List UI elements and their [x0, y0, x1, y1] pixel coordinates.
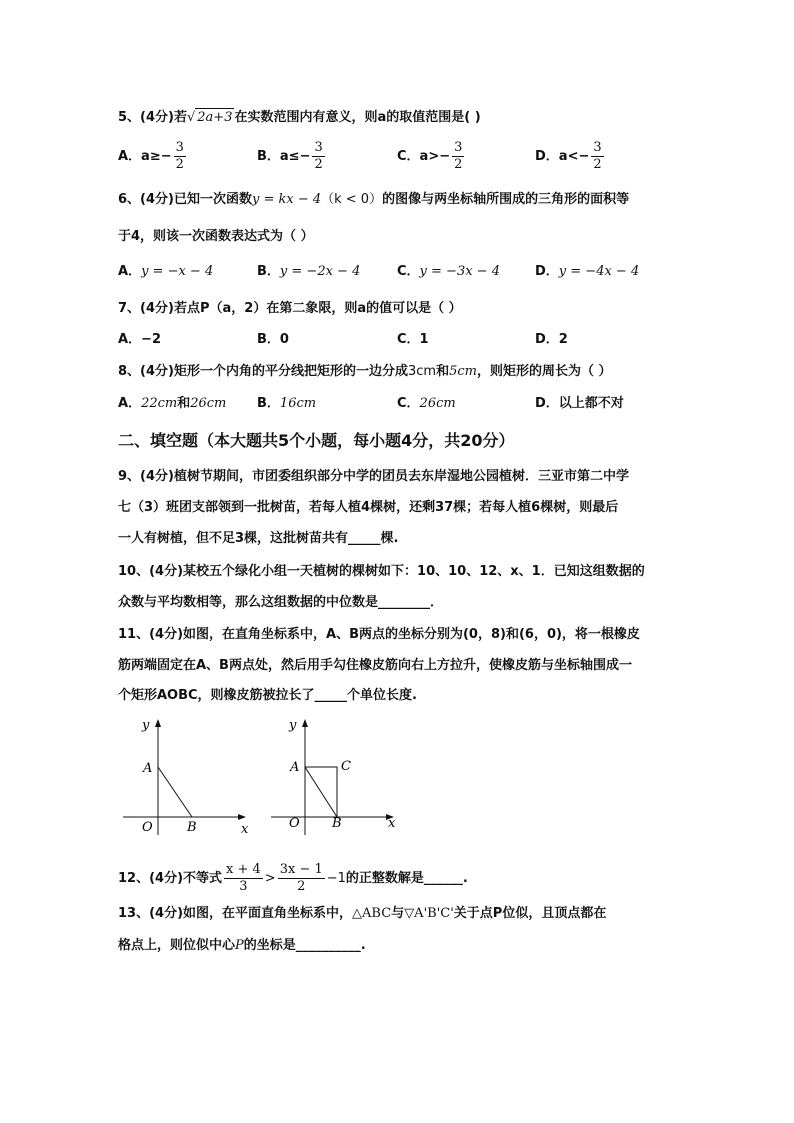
q6-option-c: C．y = −3x − 4	[397, 264, 500, 279]
q5-stem: 5、(4分)若√ 2a+3 在实数范围内有意义，则a的取值范围是( )	[118, 110, 481, 125]
left-o-label: O	[142, 820, 153, 835]
q11-line2: 筋两端固定在A、B两点处，然后用手勾住橡皮筋向右上方拉升，使橡皮筋与坐标轴围成一	[118, 658, 632, 673]
q6-stem: 6、(4分)已知一次函数y = kx − 4（k < 0）的图像与两坐标轴所围成的三角形的面积等	[118, 192, 630, 207]
q13-line1: 13、(4分)如图，在平面直角坐标系中，△ABC与▽A'B'C'关于点P位似，且顶点都在	[118, 906, 607, 921]
q10-line1: 10、(4分)某校五个绿化小组一天植树的棵树如下：10、10、12、x、1．已知这组数据的	[118, 564, 645, 579]
coordinate-figure-right	[266, 715, 406, 845]
left-a-label: A	[143, 761, 153, 776]
q11-line1: 11、(4分)如图，在直角坐标系中，A、B两点的坐标分别为(0，8)和(6，0)，将一根橡皮	[118, 627, 640, 642]
q8-option-c: C．26cm	[397, 396, 456, 411]
q5-option-c: C．a>− $\frac{3}{2}$	[397, 140, 463, 172]
q12-stem: 12、(4分)不等式 $\frac{x + 4}{3}$ > $\frac{3x - 1}{2}$ −1的正整数解是______.	[118, 862, 468, 894]
coordinate-figure-left	[118, 715, 258, 845]
q5-option-b: B．a≤− $\frac{3}{2}$	[257, 140, 323, 172]
q8-option-d: D．以上都不对	[535, 396, 624, 411]
q11-line3: 个矩形AOBC，则橡皮筋被拉长了_____个单位长度.	[118, 688, 418, 703]
q7-stem: 7、(4分)若点P（a，2）在第二象限，则a的值可以是（ ）	[118, 301, 462, 316]
q13-line2: 格点上，则位似中心P的坐标是__________.	[118, 938, 366, 953]
q5-stem-pre: 5、(4分)若	[118, 110, 187, 125]
q7-option-a: A．−2	[118, 332, 161, 347]
q8-option-a: A．22cm和26cm	[118, 396, 227, 411]
q7-option-c: C．1	[397, 332, 429, 347]
right-a-label: A	[290, 760, 300, 775]
q8-option-b: B．16cm	[257, 396, 317, 411]
q7-option-b: B．0	[257, 332, 289, 347]
left-y-label: y	[142, 718, 150, 733]
right-x-label: x	[388, 816, 396, 831]
section-heading: 二、填空题（本大题共5个小题，每小题4分，共20分）	[118, 431, 515, 450]
left-b-label: B	[187, 820, 197, 835]
left-x-label: x	[241, 822, 249, 837]
right-y-label: y	[289, 718, 297, 733]
q8-stem: 8、(4分)矩形一个内角的平分线把矩形的一边分成3cm和5cm，则矩形的周长为（ ）	[118, 364, 612, 379]
right-o-label: O	[289, 816, 300, 831]
q9-line1: 9、(4分)植树节期间，市团委组织部分中学的团员去东岸湿地公园植树．三亚市第二中学	[118, 469, 629, 484]
q10-line2: 众数与平均数相等，那么这组数据的中位数是________．	[118, 595, 444, 610]
q9-line3: 一人有树植，但不足3棵，这批树苗共有_____棵.	[118, 531, 399, 546]
q5-option-d: D．a<− $\frac{3}{2}$	[535, 140, 602, 172]
q5-option-a: A．a≥− $\frac{3}{2}$	[118, 140, 184, 172]
q5-stem-post: 在实数范围内有意义，则a的取值范围是( )	[234, 110, 481, 125]
right-b-label: B	[332, 816, 342, 831]
q6-function: y = kx − 4	[251, 192, 322, 207]
q6-stem-line2: 于4，则该一次函数表达式为（ ）	[118, 229, 314, 244]
q6-option-a: A．y = −x − 4	[118, 264, 214, 279]
q6-option-d: D．y = −4x − 4	[535, 264, 640, 279]
q6-option-b: B．y = −2x − 4	[257, 264, 361, 279]
q7-option-d: D．2	[535, 332, 568, 347]
right-c-label: C	[341, 759, 351, 774]
q5-radicand: 2a+3	[197, 110, 233, 125]
q9-line2: 七（3）班团支部领到一批树苗，若每人植4棵树，还剩37棵；若每人植6棵树，则最后	[118, 500, 619, 515]
